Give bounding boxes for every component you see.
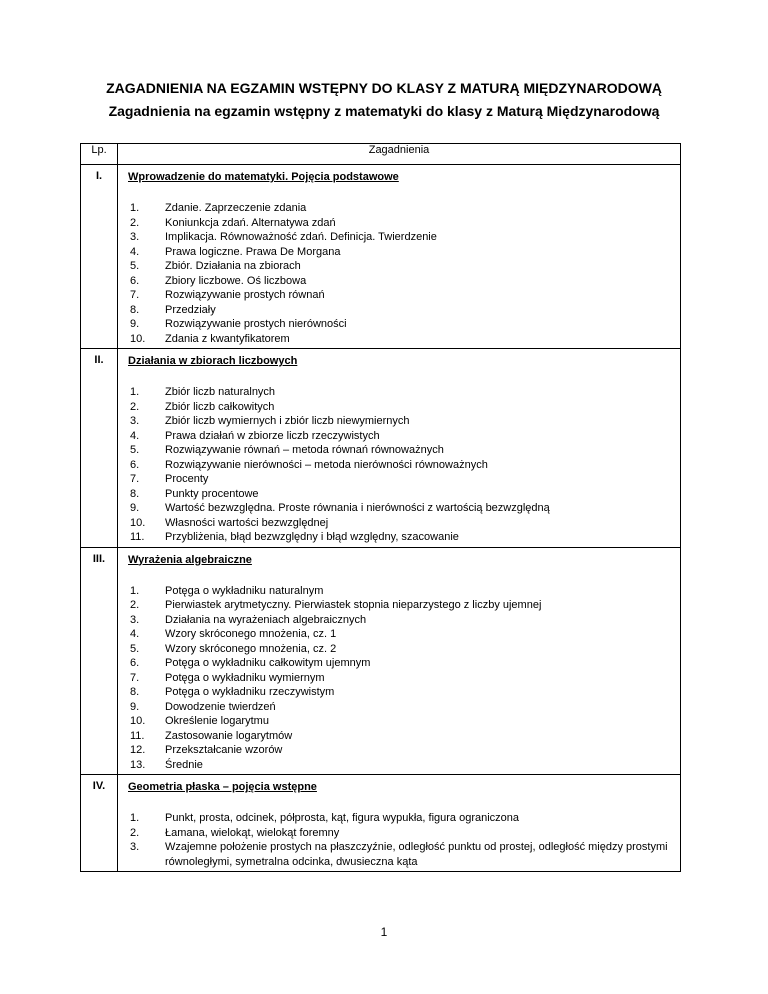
- section-numeral: III.: [81, 547, 118, 775]
- list-item-text: Rozwiązywanie prostych nierówności: [165, 318, 347, 330]
- list-item-number: 6.: [130, 657, 140, 669]
- list-item: [128, 458, 680, 473]
- list-item: [128, 598, 680, 613]
- list-item-text: Zbiory liczbowe. Oś liczbowa: [165, 274, 307, 287]
- list-item-text: Łamana, wielokąt, wielokąt foremny: [165, 826, 340, 839]
- topics-table: [80, 143, 681, 872]
- list-item: [128, 288, 680, 303]
- section-content: [118, 349, 681, 548]
- list-item-text: Określenie logarytmu: [165, 715, 269, 727]
- list-item-text: Zdania z kwantyfikatorem: [165, 332, 290, 345]
- list-item-number: 10.: [130, 332, 146, 345]
- list-item-text: Rozwiązywanie prostych równań: [165, 289, 325, 301]
- list-item-number: 2.: [130, 826, 140, 839]
- list-item: [128, 613, 680, 628]
- list-item: [128, 826, 680, 841]
- list-item-number: 3.: [130, 841, 140, 853]
- list-item-number: 1.: [130, 386, 140, 398]
- list-item-text: Działania na wyrażeniach algebraicznych: [165, 613, 367, 626]
- section-row: [81, 775, 681, 872]
- list-item-number: 7.: [130, 473, 140, 485]
- section-content: [118, 775, 681, 872]
- list-item-number: 3.: [130, 415, 140, 427]
- list-item-number: 2.: [130, 599, 140, 611]
- list-item: [128, 274, 680, 289]
- list-item: [128, 530, 680, 545]
- document-subtitle: Zagadnienia na egzamin wstępny z matematyki do klasy z Maturą Międzynarodową: [108, 103, 660, 119]
- list-item: [128, 414, 680, 429]
- list-item-number: 10.: [130, 715, 146, 727]
- list-item-text: Potęga o wykładniku rzeczywistym: [165, 686, 335, 698]
- list-item: [128, 385, 680, 400]
- list-item-text: Własności wartości bezwzględnej: [165, 516, 329, 529]
- list-item-text: Średnie: [165, 758, 203, 771]
- list-item: [128, 230, 680, 245]
- list-item-text: Przekształcanie wzorów: [165, 744, 283, 756]
- section-numeral: II.: [81, 349, 118, 548]
- list-item: [128, 840, 680, 869]
- list-item: [128, 501, 680, 516]
- list-item-number: 9.: [130, 318, 140, 330]
- list-item: [128, 758, 680, 773]
- list-item: [128, 656, 680, 671]
- list-item-text: Zbiór. Działania na zbiorach: [165, 260, 301, 272]
- list-item-text: Przedziały: [165, 303, 216, 316]
- header-topics: Zagadnienia: [118, 144, 681, 165]
- list-item-text: Potęga o wykładniku naturalnym: [165, 584, 324, 597]
- list-item-text: Implikacja. Równoważność zdań. Definicja. Twierdzenie: [165, 231, 437, 243]
- section-content: [118, 547, 681, 775]
- list-item-number: 9.: [130, 502, 140, 514]
- list-item-number: 8.: [130, 686, 140, 698]
- list-item-number: 4.: [130, 245, 140, 258]
- section-numeral: I.: [81, 165, 118, 349]
- list-item: [128, 729, 680, 744]
- header-lp: Lp.: [81, 144, 118, 165]
- list-item-text: Koniunkcja zdań. Alternatywa zdań: [165, 216, 336, 229]
- list-item-text: Zbiór liczb naturalnych: [165, 386, 276, 398]
- list-item-text: Wzajemne położenie prostych na płaszczyźnie, odległość punktu od prostej, odległość między prostymi równoległymi, symetralna odcinka, dwusieczna kąta: [165, 841, 668, 868]
- list-item: [128, 443, 680, 458]
- list-item: [128, 714, 680, 729]
- list-item-number: 8.: [130, 487, 140, 500]
- list-item: [128, 400, 680, 415]
- list-item: [128, 743, 680, 758]
- page-number: 1: [380, 925, 388, 939]
- list-item-text: Przybliżenia, błąd bezwzględny i błąd względny, szacowanie: [165, 531, 459, 543]
- list-item-text: Punkt, prosta, odcinek, półprosta, kąt, figura wypukła, figura ograniczona: [165, 812, 520, 824]
- list-item: [128, 516, 680, 531]
- list-item: [128, 303, 680, 318]
- list-item-number: 4.: [130, 628, 140, 640]
- list-item-number: 13.: [130, 758, 146, 771]
- list-item: [128, 317, 680, 332]
- list-item-number: 7.: [130, 289, 140, 301]
- list-item: [128, 671, 680, 686]
- list-item-number: 3.: [130, 613, 140, 626]
- list-item: [128, 685, 680, 700]
- list-item-number: 10.: [130, 516, 146, 529]
- list-item-text: Wzory skróconego mnożenia, cz. 2: [165, 642, 337, 655]
- list-item-text: Zbiór liczb wymiernych i zbiór liczb niewymiernych: [165, 415, 410, 427]
- list-item-number: 5.: [130, 444, 140, 456]
- list-item: [128, 201, 680, 216]
- list-item-number: 3.: [130, 231, 140, 243]
- list-item-text: Prawa działań w zbiorze liczb rzeczywistych: [165, 429, 380, 442]
- section-row: [81, 547, 681, 775]
- list-item: [128, 472, 680, 487]
- list-item-text: Zbiór liczb całkowitych: [165, 400, 275, 413]
- list-item-text: Wzory skróconego mnożenia, cz. 1: [165, 628, 337, 640]
- list-item-text: Potęga o wykładniku wymiernym: [165, 671, 325, 684]
- list-item: [128, 700, 680, 715]
- section-row: [81, 165, 681, 349]
- list-item: [128, 245, 680, 260]
- section-title: Wyrażenia algebraiczne: [128, 553, 252, 566]
- list-item-text: Procenty: [165, 473, 209, 485]
- list-item-number: 6.: [130, 458, 140, 471]
- list-item: [128, 332, 680, 347]
- list-item-text: Pierwiastek arytmetyczny. Pierwiastek stopnia nieparzystego z liczby ujemnej: [165, 599, 542, 611]
- list-item-number: 4.: [130, 429, 140, 442]
- list-item-text: Rozwiązywanie nierówności – metoda nierówności równoważnych: [165, 458, 488, 471]
- list-item-text: Punkty procentowe: [165, 487, 259, 500]
- list-item: [128, 487, 680, 502]
- list-item-number: 1.: [130, 202, 140, 214]
- list-item-number: 9.: [130, 700, 140, 713]
- list-item-text: Wartość bezwzględna. Proste równania i nierówności z wartością bezwzględną: [165, 502, 550, 514]
- list-item-number: 7.: [130, 671, 140, 684]
- list-item-text: Zastosowanie logarytmów: [165, 729, 293, 742]
- section-title: Wprowadzenie do matematyki. Pojęcia podstawowe: [128, 171, 399, 183]
- list-item-number: 5.: [130, 260, 140, 272]
- list-item-number: 12.: [130, 744, 146, 756]
- list-item-number: 11.: [130, 531, 145, 543]
- list-item-number: 6.: [130, 274, 140, 287]
- list-item-number: 1.: [130, 812, 140, 824]
- list-item-number: 11.: [130, 729, 145, 742]
- list-item-text: Zdanie. Zaprzeczenie zdania: [165, 202, 307, 214]
- list-item-number: 8.: [130, 303, 140, 316]
- list-item-text: Rozwiązywanie równań – metoda równań równoważnych: [165, 444, 444, 456]
- document-title: ZAGADNIENIA NA EGZAMIN WSTĘPNY DO KLASY Z MATURĄ MIĘDZYNARODOWĄ: [106, 80, 662, 96]
- section-content: [118, 165, 681, 349]
- list-item-number: 5.: [130, 642, 140, 655]
- list-item-text: Potęga o wykładniku całkowitym ujemnym: [165, 657, 371, 669]
- list-item-number: 1.: [130, 584, 140, 597]
- list-item: [128, 429, 680, 444]
- list-item-text: Dowodzenie twierdzeń: [165, 700, 276, 713]
- list-item: [128, 584, 680, 599]
- section-numeral: IV.: [81, 775, 118, 872]
- section-title: Geometria płaska – pojęcia wstępne: [128, 781, 317, 793]
- list-item: [128, 642, 680, 657]
- list-item: [128, 811, 680, 826]
- list-item-number: 2.: [130, 216, 140, 229]
- list-item: [128, 627, 680, 642]
- list-item-number: 2.: [130, 400, 140, 413]
- table-header-row: [81, 144, 681, 165]
- list-item: [128, 216, 680, 231]
- section-row: [81, 349, 681, 548]
- list-item: [128, 259, 680, 274]
- section-title: Działania w zbiorach liczbowych: [128, 355, 298, 367]
- list-item-text: Prawa logiczne. Prawa De Morgana: [165, 245, 341, 258]
